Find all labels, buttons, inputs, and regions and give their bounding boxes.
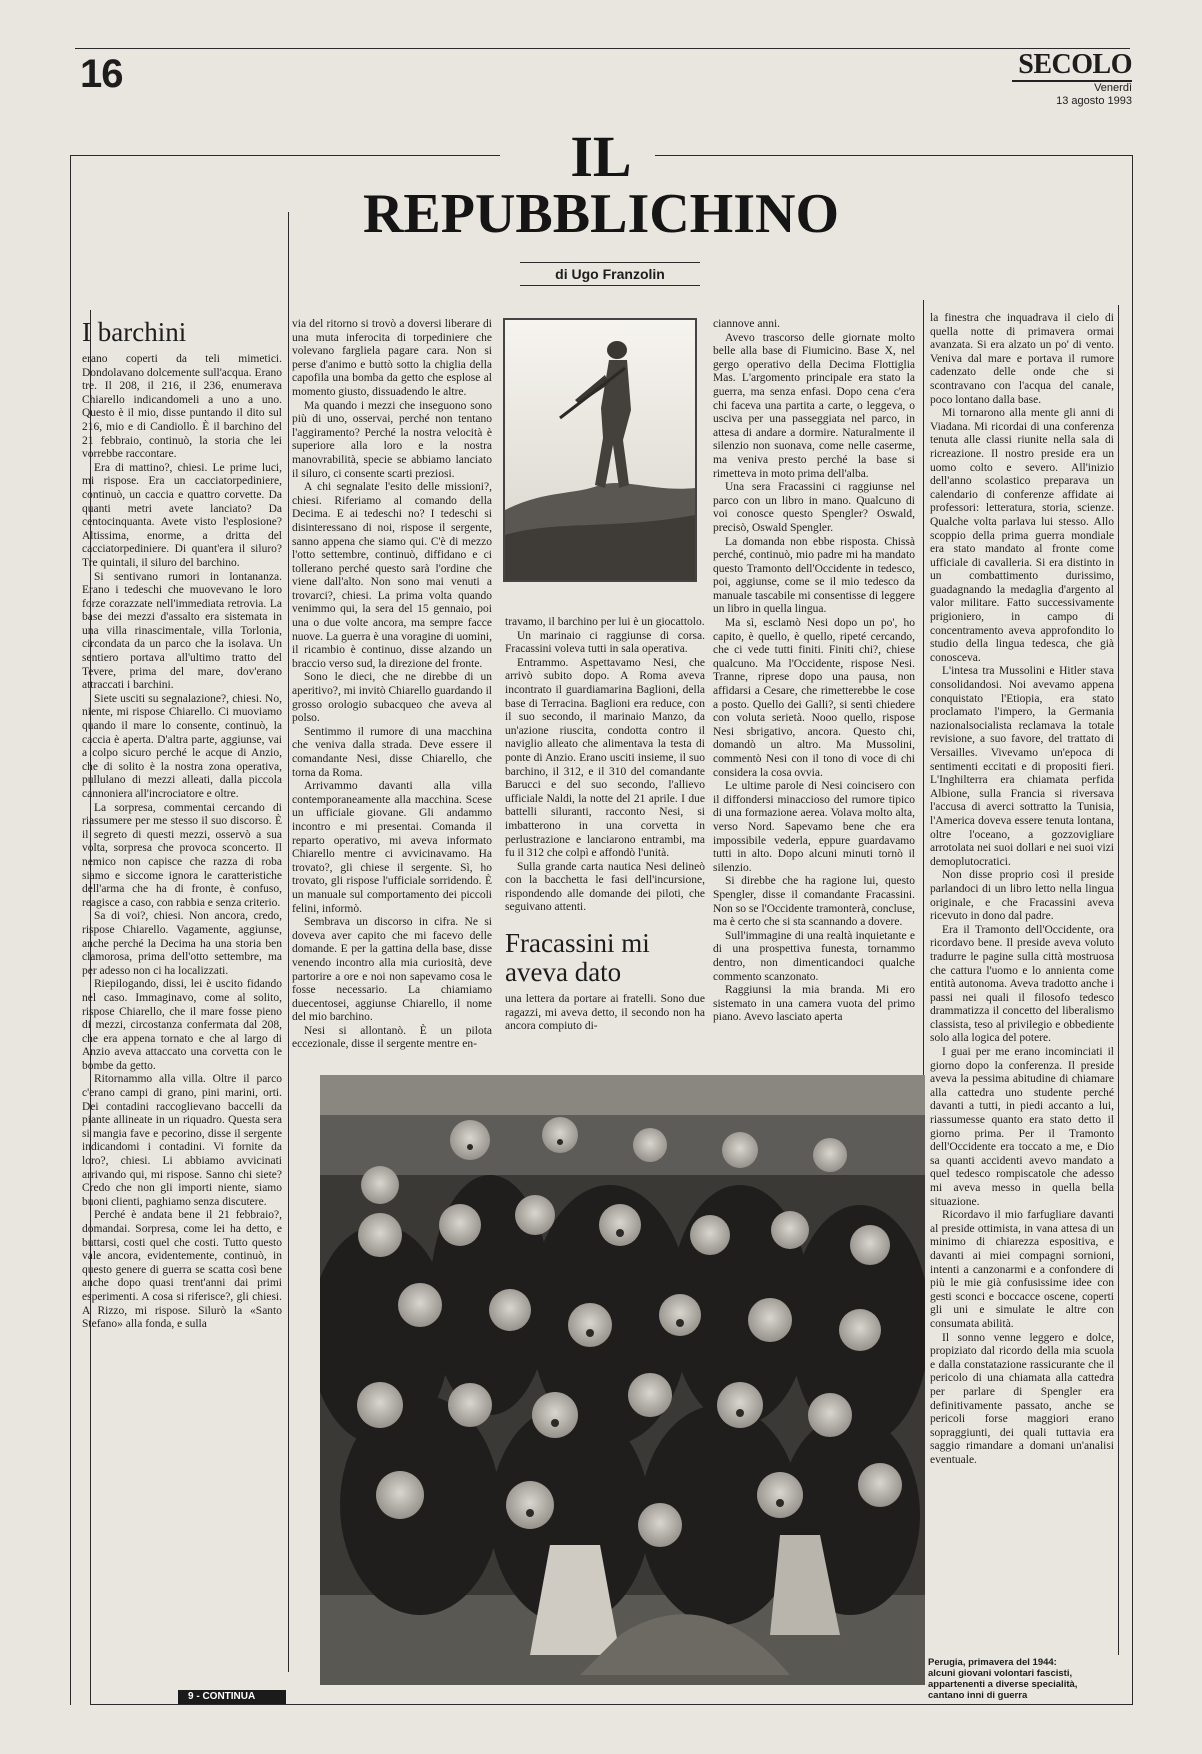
paragraph: Un marinaio ci raggiunse di corsa. Fracassini voleva tutti in sala operativa. [505,629,705,656]
paragraph: I guai per me erano incominciati il giorno dopo la conferenza. Il preside aveva la pessima abitudine di chiamare alla cattedra uno studente perché davanti a tutti, in piedi accanto a lui, riassumesse quanto era stato detto il giorno prima. Per il Tramonto dell'Occidente era toccato a me, e Dio sa quanti accidenti avevo mandato a quel tedesco rompiscatole che adesso mi aveva messo in quella bella situazione. [930,1046,1114,1208]
column-5 [930,312,1114,1642]
group-of-young-soldiers-singing-icon [320,1075,925,1685]
top-rule [75,48,1130,49]
photo-caption: Perugia, primavera del 1944: alcuni giovani volontari fascisti, appartenenti a diverse specialità, cantano inni di guerra [928,1657,1078,1701]
paragraph: L'intesa tra Mussolini e Hitler stava consolidandosi. Noi avevamo appena conquistato l'Etiopia, era stato proclamato l'impero, la Germania nazionalsocialista reclamava la totale revisione, a suo favore, del trattato di Versailles. Vivevamo un'epoca di sentimenti eccitati e di propositi fieri. L'Inghilterra era chiamata perfida Albione, sulla Francia si riversava l'accusa di averci sottratto la Tunisia, l'America doveva essere tenuta lontana, oltre l'oceano, a gozzovigliare arrotolata nei suoi dollari e nei suoi vizi demoplutocratici. [930,665,1114,868]
column-2 [292,318,492,1063]
paragraph: Sull'immagine di una realtà inquietante e di una prospettiva funesta, tornammo dentro, non dimenticandoci qualche commento scanzonato. [713,929,915,983]
paragraph: una lettera da portare ai fratelli. Sono due ragazzi, mi aveva detto, il secondo non ha ancora compiuto di- [505,993,705,1033]
paragraph: Sulla grande carta nautica Nesi delineò con la bacchetta le fasi dell'incursione, rispondendo alle domande dei piloti, che seguivano attenti. [505,860,705,914]
paragraph: A chi segnalate l'esito delle missioni?, chiesi. Riferiamo al comando della Decima. E ai tedeschi no? I tedeschi si disinteressano di noi, rispose il sergente, sanno appena che siamo qui. C'è di mezzo l'otto settembre, continuò, diffidano e ci tollerano perché questo sarà l'ordine che viene dall'alto. Non sono mai venuti a trovarci?, chiesi. La prima volta quando venimmo qui, la sera del 15 gennaio, poi una o due volte ancora, ma sempre facce nuove. La guerra è una voragine di uomini, il ricambio è continuo, disse alzando un braccio verso sud, la direzione del fronte. [292,481,492,670]
paragraph: Mi tornarono alla mente gli anni di Viadana. Mi ricordai di una conferenza tenuta alle classi riunite nella sala di ricreazione. Il nostro preside era un uomo colto e severo. All'inizio dell'anno scolastico preparava un calendario di conferenze affidate ai professori: letteratura, storia, scienze. Qualche volta parlava lui stesso. Allo scoppio della prima guerra mondiale era stato mandato al fronte come ufficiale di cavalleria. Si era distinto in un combattimento durissimo, guadagnando la medaglia d'argento al valor militare. Fatto successivamente prigioniero, in campo di concentramento aveva approfondito lo studio della lingua tedesca, che già conosceva. [930,407,1114,664]
masthead [1012,50,1132,108]
paragraph: La domanda non ebbe risposta. Chissà perché, continuò, mio padre mi ha mandato questo Tramonto dell'Occidente in tedesco, poi, aggiunse, come se il mio tedesco da manuale tascabile mi consentisse di leggere un libro in quella lingua. [713,535,915,616]
paragraph: via del ritorno si trovò a doversi liberare di una muta inferocita di torpediniere che volevano fargliela pagare cara. Non si perse d'animo e buttò sotto la chiglia della capofila una bomba da getto che esplose al momento giusto, dissuadendo le altre. [292,318,492,398]
paragraph: Riepilogando, dissi, lei è uscito fidando nel caso. Immaginavo, come al solito, rispose Chiarello, che il mare fosse pieno di mezzi, circostanza confermata dal 208, che era appena tornato e che al largo di Anzio aveva attaccato una corvetta con le bombe da getto. [82,978,282,1072]
soldier-with-rifle-icon [505,320,695,580]
paragraph: Ritornammo alla villa. Oltre il parco c'erano campi di grano, pini marini, orti. Dei contadini raccoglievano baccelli da piante allineate in un riquadro. Questa sera si mangia fave e pecorino, disse il sergente indicandomi i contadini. Vi fornite da loro?, chiesi. Li abbiamo avvicinati arrivando qui, mi rispose. Sanno chi siete? Credo che non gli importi niente, siamo buoni clienti, paghiamo senza discutere. [82,1073,282,1208]
paragraph: Ricordavo il mio farfugliare davanti al preside ottimista, in vana attesa di un minimo di chiarezza espositiva, e davanti ai miei compagni sornioni, intenti a canzonarmi e a confondere di più le mie già confusissime idee con gesti sconci e boccacce oscene, coperti gli uni e simulate le altre con consumata abilità. [930,1209,1114,1330]
paragraph: Si sentivano rumori in lontananza. Erano i tedeschi che muovevano le loro forze corazzate nell'immediata retrovia. La base dei mezzi d'assalto era sistemata in una villa rinascimentale, villa Torlonia, circondata da un parco che la isolava. Un sentiero portava all'ultimo tratto del Tevere, prima del mare, dov'erano attraccati i barchini. [82,570,282,692]
byline-rule-bottom [520,285,700,286]
column-1-body [82,353,282,1332]
masthead-day: Venerdì [1094,82,1132,94]
paragraph: Raggiunsi la mia branda. Mi ero sistemato in una camera vuota del primo piano. Avevo lasciato aperta [713,984,915,1024]
column-1 [82,318,282,1688]
col-divider-1 [288,212,289,1672]
frame-left [70,155,71,1705]
subhead-fracassini: Fracassini mi aveva dato [505,928,650,988]
col5-right-rule [1118,305,1119,1655]
paragraph: Non disse proprio così il preside parlandoci di un libro letto nella lingua originale, e che Fracassini aveva ricevuto in dono dal padre. [930,869,1114,923]
continua-label: 9 - CONTINUA [178,1690,286,1704]
article-title-line1: IL [570,124,632,189]
paragraph: erano coperti da teli mimetici. Dondolavano dolcemente sull'acqua. Erano tre. Il 208, il 216, il 236, enumerava Chiarello indicandomeli a uno a uno. Questo è il mio, disse puntando il dito sul 216, mio e di Candiollo. È il barchino del 21 febbraio, continuò, la storia che lei vorrebbe raccontare. [82,353,282,461]
paragraph: Siete usciti su segnalazione?, chiesi. No, niente, mi rispose Chiarello. Ci muoviamo quando il mare lo consente, continuò, la caccia è aperta. D'altra parte, aggiunse, vai a colpo sicuro perché le acque di Anzio, che di solito è la nostra zona operativa, pullulano di mezzi alleati, dalla piccola cannoniera all'incrociatore e oltre. [82,692,282,800]
paragraph: Il sonno venne leggero e dolce, propiziato dal ricordo della mia scuola e dalla constatazione rassicurante che il pericolo di una chiamata alla cattedra per parlare di Spengler era definitivamente passato, anche se pericoli forse maggiori erano sopraggiunti, dei quali tuttavia era saggio rimandare a domani un'analisi eventuale. [930,1331,1114,1466]
paragraph: ciannove anni. [713,318,781,330]
column-4 [713,318,915,1063]
paragraph: Entrammo. Aspettavamo Nesi, che arrivò subito dopo. A Roma aveva incontrato il guardiamarina Baglioni, della base di Terracina. Baglioni era reduce, con il suo secondo, il marinaio Manzo, da un'azione riuscita, condotta contro il naviglio alleato che alimentava la testa di ponte di Anzio. Erano usciti insieme, il suo barchino, il 312, e il 310 del comandante Barucci e del suo secondo, l'allievo ufficiale Naldi, la notte del 21 aprile. I due battelli siluranti, racconto Nesi, si imbatterono in una corvetta in perlustrazione e lanciarono entrambi, ma fu il 312 che colpì e affondò l'unità. [505,656,705,860]
paragraph: Ma sì, esclamò Nesi dopo un po', ho capito, è quello, è quello, ripeté cercando, che ci vede tutti finiti. Finiti chi?, chiese qualcuno. Ma l'Occidente, rispose Nesi. Tranne, riprese dopo una pausa, non affidarsi a Cesare, che rimetterebbe le cose a posto. Quello dei Galli?, si sentì chiedere con voluta serietà. Nooo quello, rispose Nesi sbrigativo, ancora. Questo chi, domandò un altro. Ma Mussolini, commentò Nesi con il tono di voce di chi considera la cosa ovvia. [713,617,915,779]
paragraph: Ma quando i mezzi che inseguono sono più di uno, osservai, perché non tentano l'aggiramento? Perché la nostra velocità è superiore alla loro e la nostra manovrabilità, specie se abbiamo lanciato il siluro, ci consente scarti preziosi. [292,399,492,480]
paragraph: Una sera Fracassini ci raggiunse nel parco con un libro in mano. Qualcuno di voi conosce questo Spengler? Oswald, precisò, Oswald Spengler. [713,481,915,534]
masthead-name: SECOLO [1012,50,1132,82]
paragraph: Perché è andata bene il 21 febbraio?, domandai. Sorpresa, come lei ha detto, e buttarsi, costi quel che costi. Tutto questo vale ancora, evidentemente, continuò, in questo genere di guerra se scatta così bene anche dopo quasi trent'anni dai primi esperimenti. A cosa si riferisce?, gli chiesi. A Rizzo, mi rispose. Silurò la «Santo Stefano» alla fonda, e sulla [82,1209,282,1331]
column-3 [505,616,705,1066]
paragraph: Arrivammo davanti alla villa contemporaneamente alla macchina. Scese un ufficiale giovane. Gli andammo incontro e mi presentai. Comanda il reparto operativo, mi aveva informato Chiarello mentre ci avvicinavamo. Ha trovato?, gli chiese il sergente. Sì, ho trovato, gli rispose l'ufficiale sorridendo. È un manuale sul comportamento dei piccoli felini, informò. [292,780,492,915]
paragraph: Era il Tramonto dell'Occidente, ora ricordavo bene. Il preside aveva voluto tradurre le pagine sulla città mostruosa che cattura l'uomo e lo annienta come entità autonoma. Aveva tradotto anche i passi nei quali il filosofo tedesco drammatizza il concetto del liberalismo classista, teso al privilegio e obbediente solo alla logica del potere. [930,923,1114,1045]
subhead-barchini: I barchini [82,318,187,347]
frame-bottom [90,1704,1132,1705]
soldier-illustration [503,318,697,582]
paragraph: Avevo trascorso delle giornate molto belle alla base di Fiumicino. Base X, nel gergo operativo della Decima Flottiglia Mas. L'argomento principale era stato la guerra, ma senza enfasi. Dopo cena c'era chi faceva una partita a carte, o leggeva, o usciva per una passeggiata nel parco, in attesa di andare a dormire. Naturalmente il silenzio non suonava, come nelle caserme, ma veniva presto perché la base si rimetteva in moto prima dell'alba. [713,331,915,480]
page-number: 16 [80,52,123,96]
paragraph: La sorpresa, commentai cercando di riassumere per me stesso il suo discorso. È il segreto di questi mezzi, osservò a sua volta, sorpresa che provoca sconcerto. Il nemico non capisce che razza di roba siamo e siccome ignora le caratteristiche dell'arma che ha di fronte, è confuso, reagisce a caso, con rabbia e senza criterio. [82,801,282,909]
byline: di Ugo Franzolin [555,266,665,282]
paragraph: Si direbbe che ha ragione lui, questo Spengler, disse il comandante Fracassini. Non so se l'Occidente tramonterà, concluse, ma è certo che si sta scannando a dovere. [713,875,915,929]
article-title-line2: REPUBBLICHINO [362,183,840,245]
paragraph: Sentimmo il rumore di una macchina che veniva dalla strada. Deve essere il comandante Nesi, disse Chiarello, che torna da Roma. [292,725,492,779]
masthead-date: 13 agosto 1993 [1056,95,1132,107]
paragraph: la finestra che inquadrava il cielo di quella notte di primavera ormai avanzata. Si era alzato un po' di vento. Veniva dal mare e portava il rumore cadenzato delle onde che si scontravano con l'acqua del canale, poco lontano dalla base. [930,312,1114,406]
paragraph: Sembrava un discorso in cifra. Ne si doveva aver capito che mi facevo delle domande. E per la gattina della base, disse venendo incontro alla mia curiosità, deve partorire a ore e noi non sapevamo cosa le fosse necessario. La chiamiamo duecentosei, aggiunse Chiarello, il nome del mio barchino. [292,916,492,1024]
frame-right [1132,155,1133,1705]
byline-rule-top [520,262,700,263]
paragraph: Sa di voi?, chiesi. Non ancora, credo, rispose Chiarello. Vagamente, aggiunse, anche perché la Decima ha una storia ben clamorosa, prima dell'otto settembre, ma per adesso non ci ha localizzati. [82,910,282,977]
paragraph: Nesi si allontanò. È un pilota eccezionale, disse il sergente mentre en- [292,1024,492,1051]
paragraph: travamo, il barchino per lui è un giocattolo. [505,616,705,628]
paragraph: Sono le dieci, che ne direbbe di un aperitivo?, mi invitò Chiarello guardando il grosso orologio subacqueo che aveva al polso. [292,671,492,725]
group-photo [320,1075,925,1685]
paragraph: Le ultime parole di Nesi coincisero con il diffondersi minaccioso del rumore tipico di una formazione aerea. Volava molto alta, verso Nord. Sapevamo bene che era impossibile vederla, eppure guardavamo tutti in alto. Dopo alcuni minuti tornò il silenzio. [713,780,915,874]
paragraph: Era di mattino?, chiesi. Le prime luci, mi rispose. Era un cacciatorpediniere, continuò, un caccia e quattro corvette. Da quanti metri avete lanciato? Da centocinquanta. Avete visto l'esplosione? Altissima, enorme, a dritta del cacciatorpediniere. Di quant'era il siluro? Tre quintali, il siluro del barchino. [82,461,282,569]
